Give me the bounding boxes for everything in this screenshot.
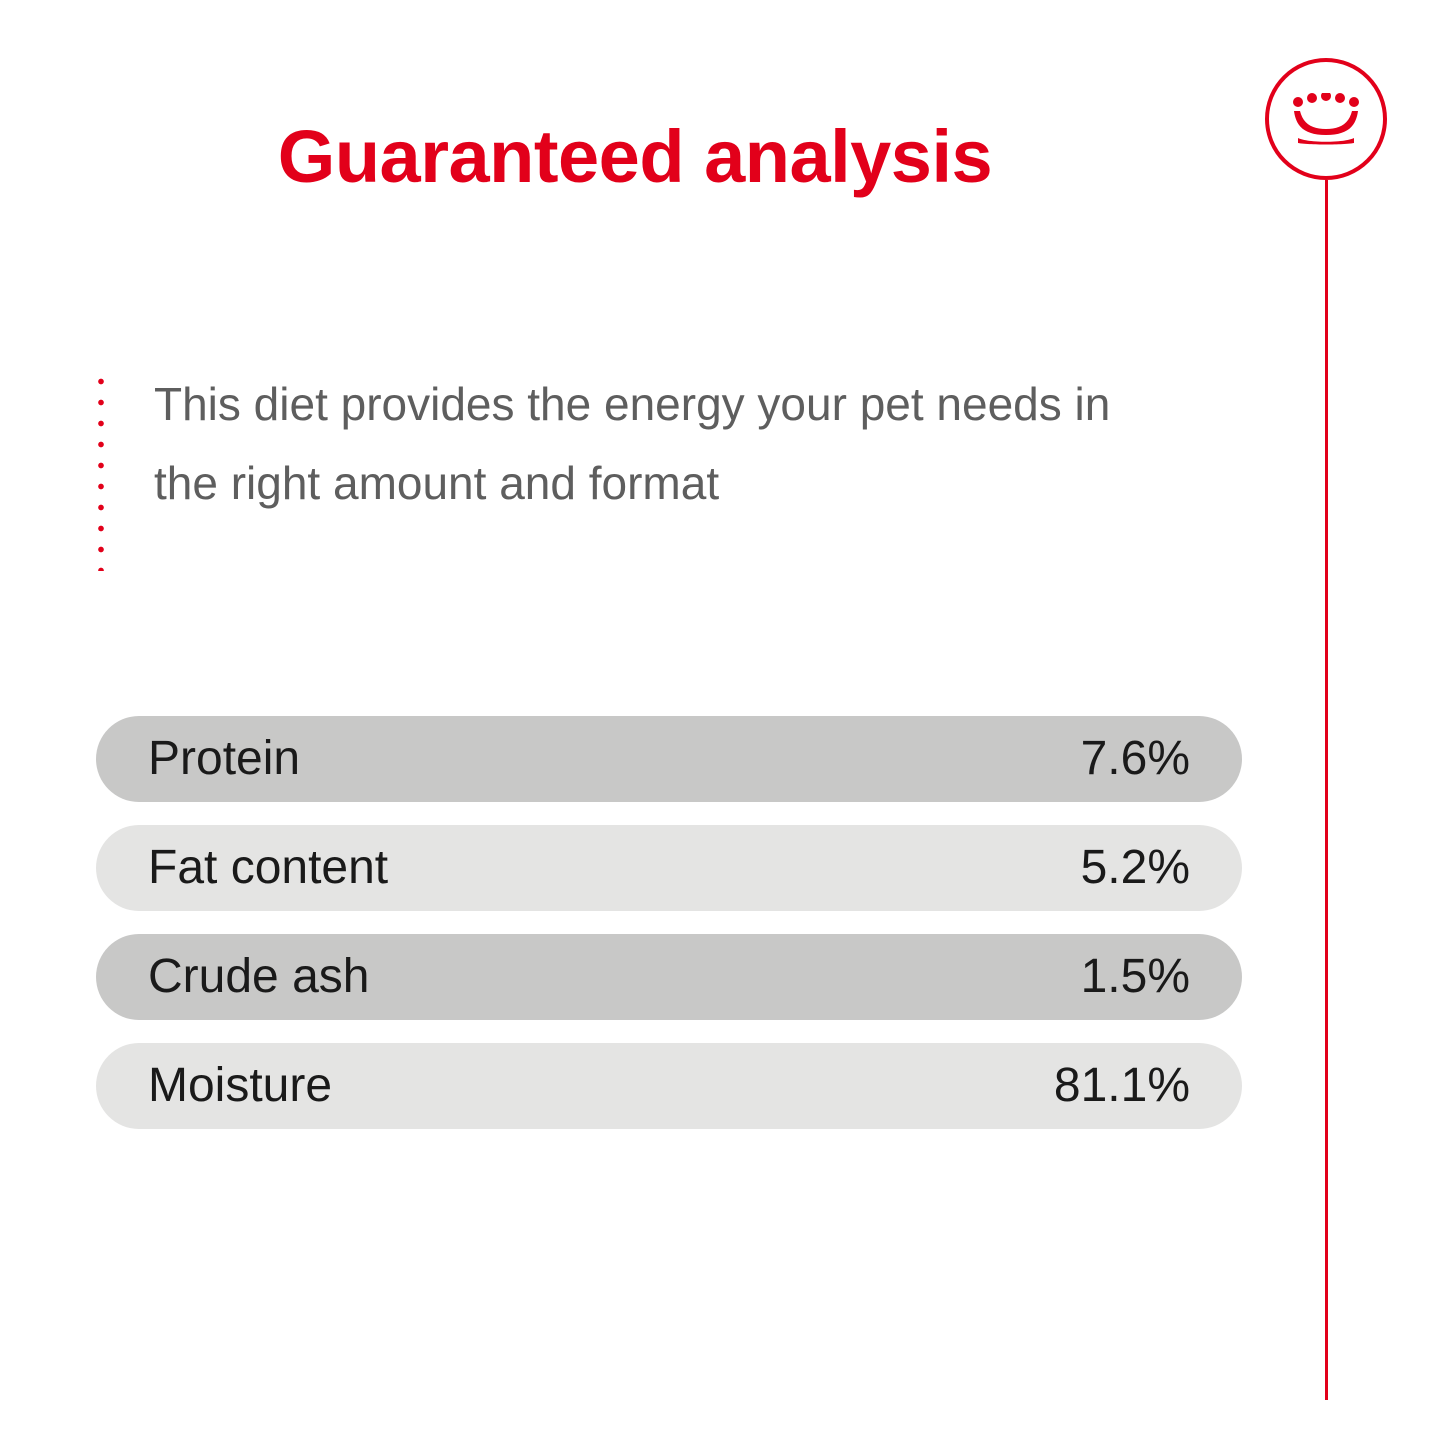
brand-logo (1265, 58, 1387, 180)
intro-text: This diet provides the energy your pet needs in the right amount and format (154, 378, 1111, 510)
brand-vertical-rule (1325, 180, 1328, 1400)
page-title: Guaranteed analysis (277, 115, 993, 198)
analysis-row (96, 716, 1242, 802)
analysis-row-value: 81.1% (1053, 1059, 1190, 1112)
intro-block (96, 365, 1206, 571)
analysis-row-value: 1.5% (1080, 950, 1190, 1003)
analysis-list (96, 716, 1242, 1152)
analysis-row-label: Crude ash (148, 950, 370, 1003)
analysis-row-label: Protein (148, 732, 301, 785)
analysis-row (96, 825, 1242, 911)
analysis-row (96, 934, 1242, 1020)
dotted-accent-rule (96, 371, 106, 571)
analysis-row-value: 7.6% (1080, 732, 1190, 785)
analysis-row-label: Moisture (148, 1059, 333, 1112)
analysis-row-label: Fat content (148, 841, 389, 894)
royal-canin-crown-icon (1290, 93, 1362, 145)
analysis-row (96, 1043, 1242, 1129)
analysis-row-value: 5.2% (1080, 841, 1190, 894)
